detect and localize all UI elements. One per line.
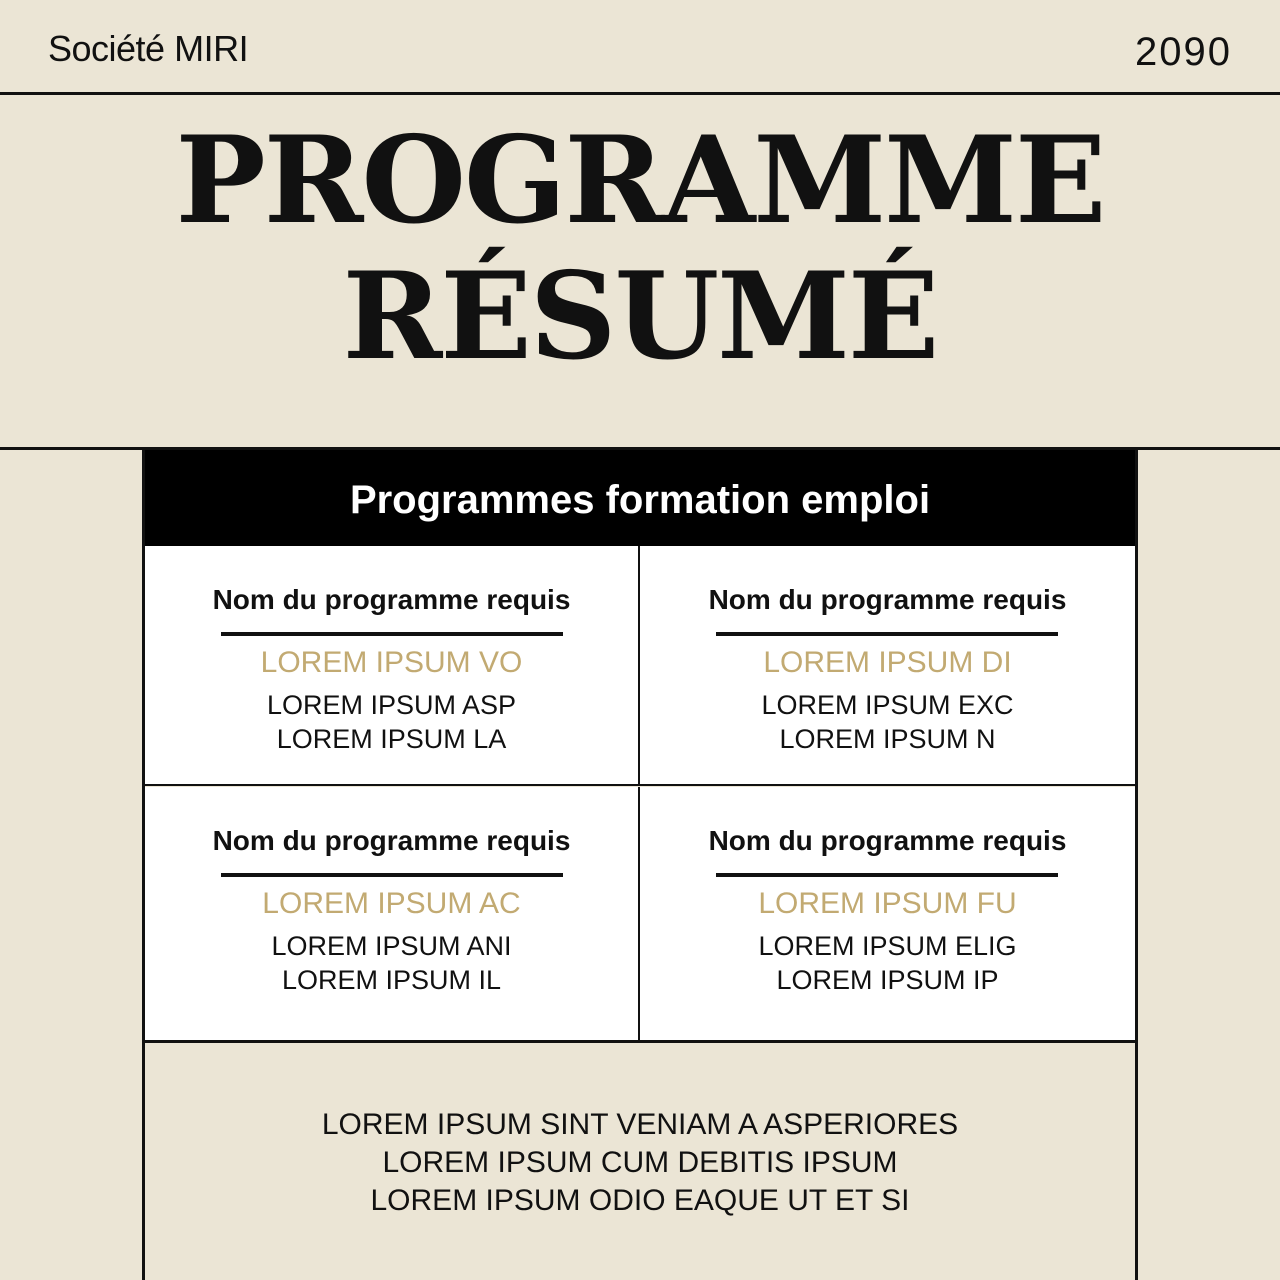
program-card xyxy=(145,546,640,786)
company-name: Société MIRI xyxy=(48,28,249,69)
divider xyxy=(716,873,1058,877)
page-title xyxy=(0,110,1280,387)
top-bar xyxy=(0,0,1280,95)
programs-grid xyxy=(145,546,1135,1043)
program-card-line: LOREM IPSUM ASP xyxy=(266,690,517,720)
program-card xyxy=(640,787,1135,1040)
program-card-title: Nom du programme requis xyxy=(212,825,571,856)
program-card-accent: LOREM IPSUM AC xyxy=(262,887,521,920)
program-card-line: LOREM IPSUM IP xyxy=(776,965,999,995)
program-card-title: Nom du programme requis xyxy=(708,825,1067,856)
program-card-line: LOREM IPSUM ANI xyxy=(271,931,512,961)
title-line-1: PROGRAMME xyxy=(175,110,1105,251)
program-card-line: LOREM IPSUM IL xyxy=(281,965,502,995)
program-card-title: Nom du programme requis xyxy=(708,584,1067,615)
program-card-accent: LOREM IPSUM FU xyxy=(758,887,1017,920)
footer-line: LOREM IPSUM ODIO EAQUE UT ET SI xyxy=(370,1184,910,1217)
title-line-2: RÉSUMÉ xyxy=(342,246,938,387)
footer-line: LOREM IPSUM SINT VENIAM A ASPERIORES xyxy=(321,1108,959,1141)
program-card-line: LOREM IPSUM LA xyxy=(276,724,507,754)
program-card-accent: LOREM IPSUM DI xyxy=(763,646,1012,679)
hero-section xyxy=(0,95,1280,450)
program-card-accent: LOREM IPSUM VO xyxy=(260,646,523,679)
year-label: 2090 xyxy=(1135,30,1232,74)
program-card-title: Nom du programme requis xyxy=(212,584,571,615)
divider xyxy=(716,632,1058,636)
program-card xyxy=(145,787,640,1040)
program-card-line: LOREM IPSUM EXC xyxy=(761,690,1014,720)
program-card-line: LOREM IPSUM ELIG xyxy=(758,931,1017,961)
panel-heading: Programmes formation emploi xyxy=(145,450,1135,546)
program-card xyxy=(640,546,1135,786)
divider xyxy=(221,873,563,877)
programs-panel xyxy=(142,450,1138,1280)
divider xyxy=(221,632,563,636)
footer-line: LOREM IPSUM CUM DEBITIS IPSUM xyxy=(382,1146,898,1179)
program-card-line: LOREM IPSUM N xyxy=(779,724,996,754)
footer-text xyxy=(145,1106,1135,1220)
